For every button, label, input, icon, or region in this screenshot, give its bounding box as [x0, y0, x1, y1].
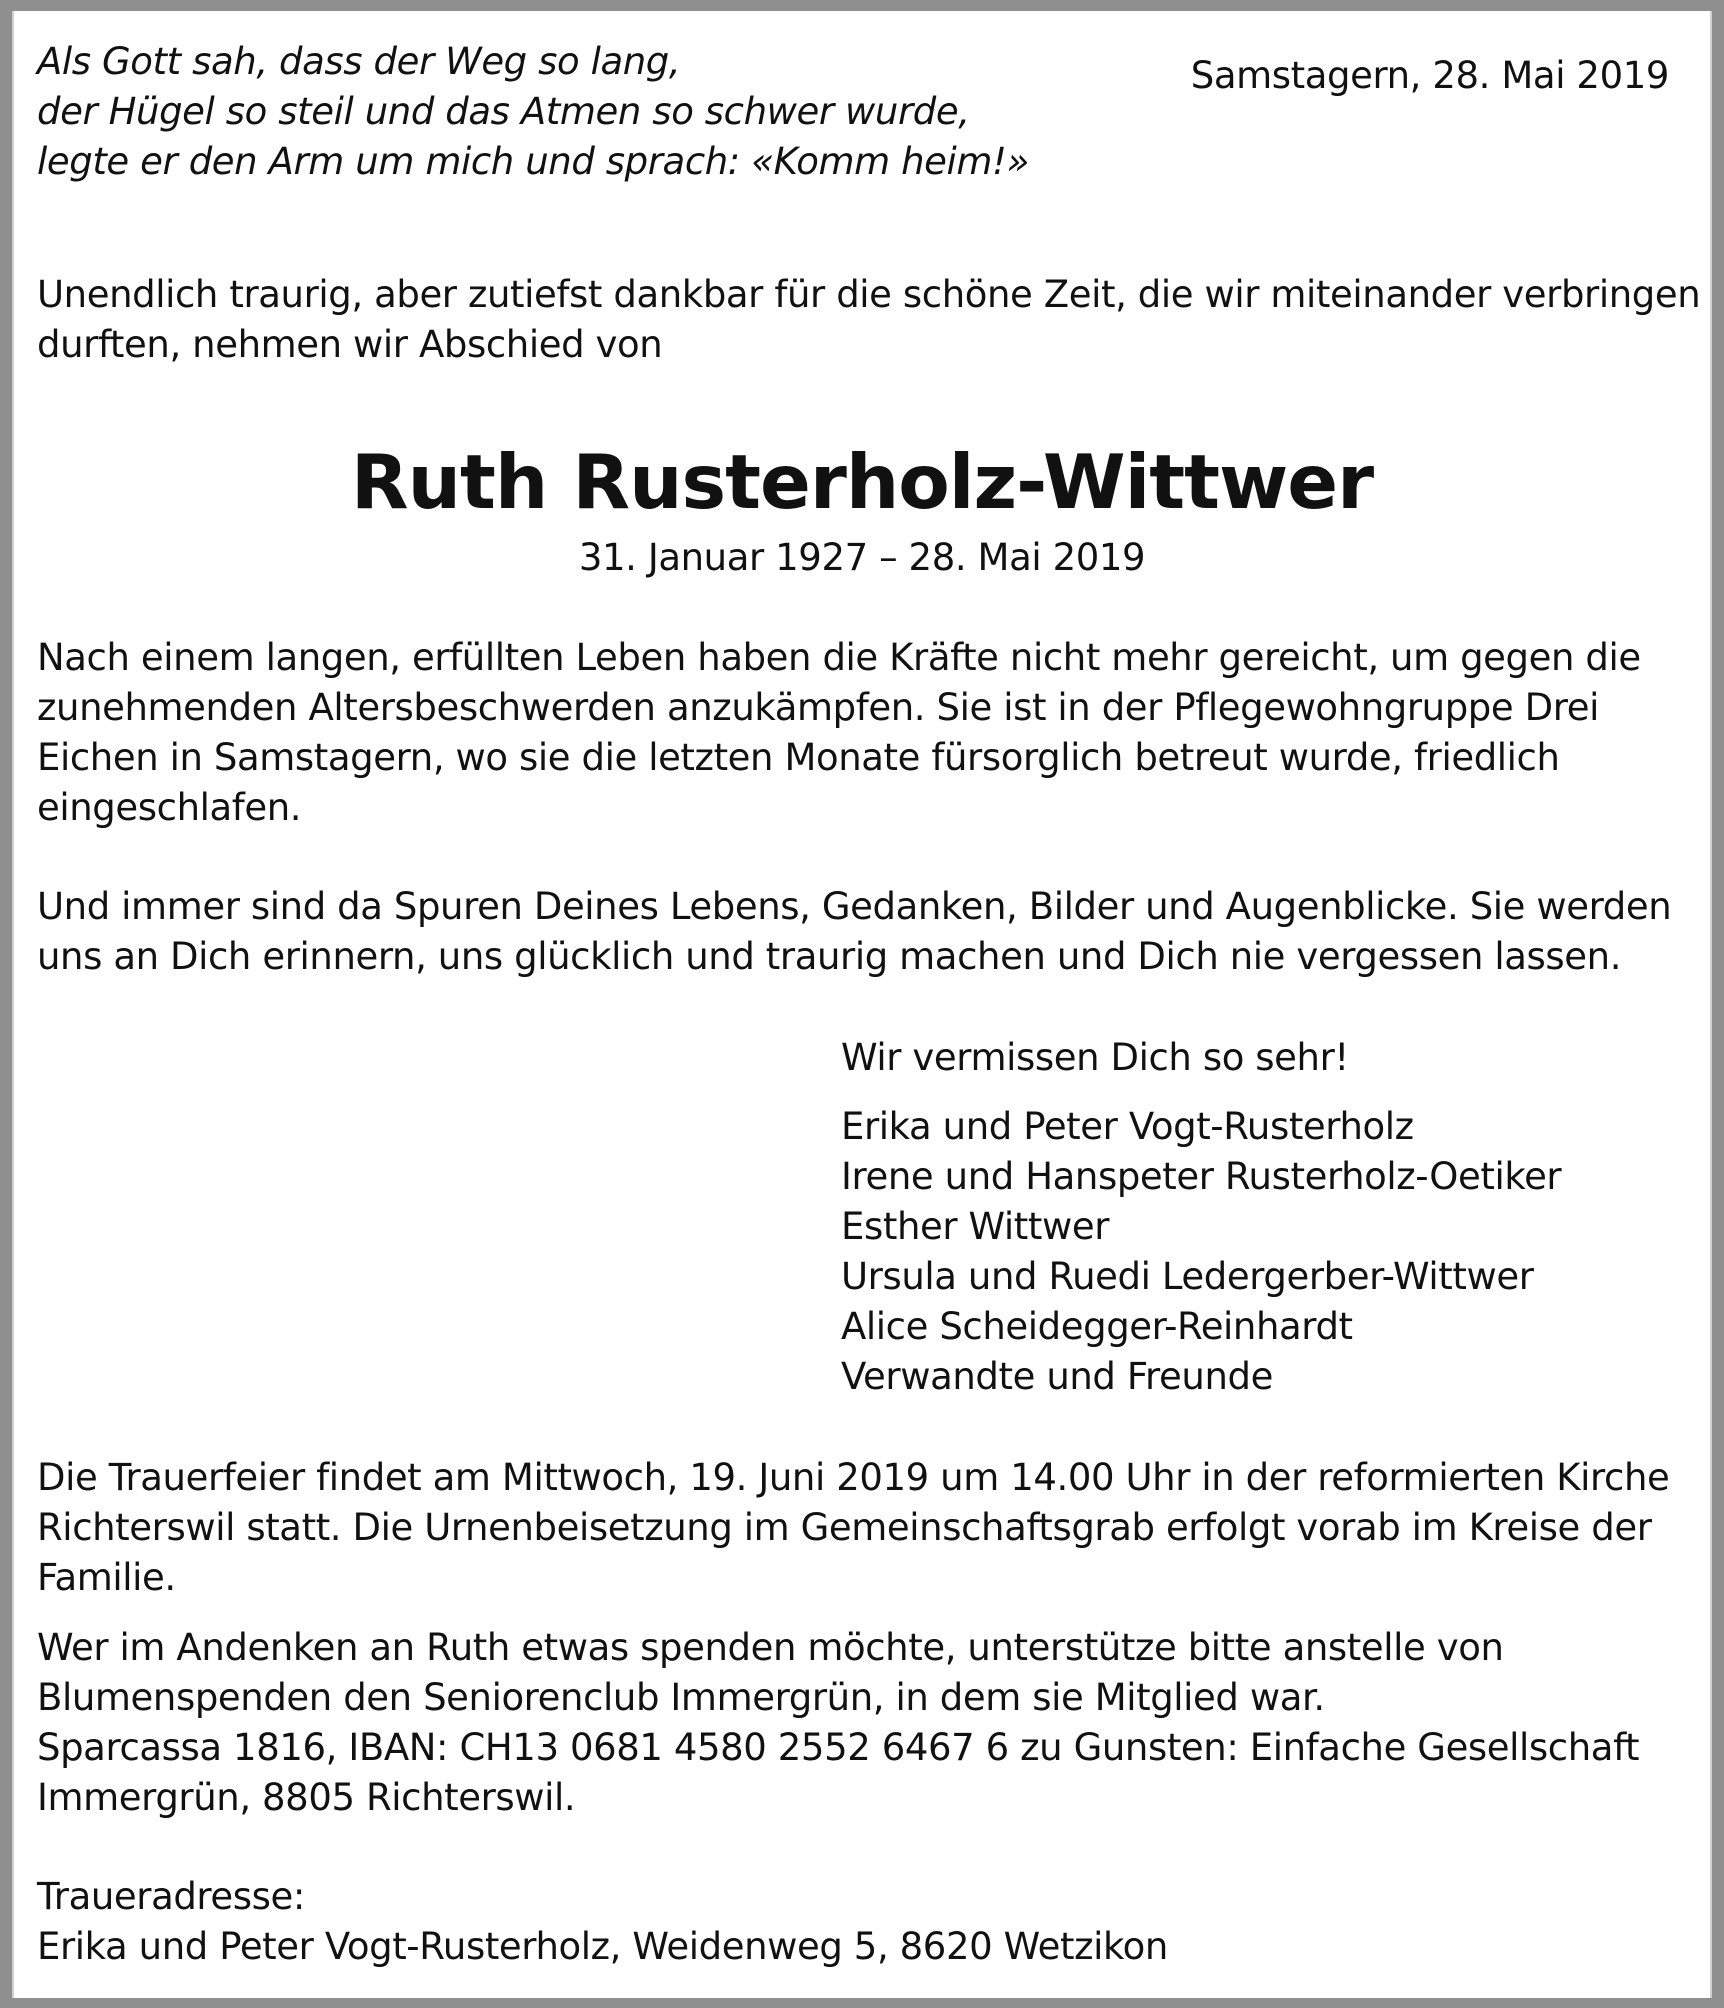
ceremony-line-2: Richterswil statt. Die Urnenbeisetzung im Gemeinschaftsgrab erfolgt vorab im Kreise der — [37, 1506, 1652, 1549]
farewell-line: Wir vermissen Dich so sehr! — [841, 1036, 1349, 1079]
intro-line-1: Unendlich traurig, aber zutiefst dankbar für die schöne Zeit, die wir miteinander verbringen — [37, 273, 1701, 316]
paragraph-life-line-1: Nach einem langen, erfüllten Leben haben die Kräfte nicht mehr gereicht, um gegen die — [37, 636, 1641, 679]
address-label: Traueradresse: — [37, 1875, 305, 1918]
mourner-6: Verwandte und Freunde — [841, 1355, 1273, 1398]
paragraph-life-line-3: Eichen in Samstagern, wo sie die letzten Monate fürsorglich betreut wurde, friedlich — [37, 736, 1560, 779]
intro-line-2: durften, nehmen wir Abschied von — [37, 323, 663, 366]
mourner-4: Ursula und Ruedi Ledergerber-Wittwer — [841, 1255, 1534, 1298]
paragraph-memory-line-2: uns an Dich erinnern, uns glücklich und traurig machen und Dich nie vergessen lassen. — [37, 935, 1622, 978]
paragraph-memory-line-1: Und immer sind da Spuren Deines Lebens, Gedanken, Bilder und Augenblicke. Sie werden — [37, 885, 1672, 928]
verse-line-2: der Hügel so steil und das Atmen so schwer wurde, — [37, 90, 970, 133]
address-line: Erika und Peter Vogt-Rusterholz, Weidenweg 5, 8620 Wetzikon — [37, 1925, 1168, 1968]
mourners-list — [841, 1102, 1561, 1402]
ceremony-line-3: Familie. — [37, 1556, 176, 1599]
mourner-5: Alice Scheidegger-Reinhardt — [841, 1305, 1353, 1348]
verse-line-3: legte er den Arm um mich und sprach: «Komm heim!» — [37, 140, 1029, 183]
life-dates: 31. Januar 1927 – 28. Mai 2019 — [578, 536, 1146, 579]
donation-line-4: Immergrün, 8805 Richterswil. — [37, 1776, 576, 1819]
paragraph-life-line-2: zunehmenden Altersbeschwerden anzukämpfen. Sie ist in der Pflegewohngruppe Drei — [37, 686, 1599, 729]
mourner-2: Irene und Hanspeter Rusterholz-Oetiker — [841, 1155, 1562, 1198]
deceased-name: Ruth Rusterholz-Wittwer — [350, 438, 1374, 526]
ceremony-line-1: Die Trauerfeier findet am Mittwoch, 19. Juni 2019 um 14.00 Uhr in der reformierten Kirche — [37, 1456, 1670, 1499]
verse-line-1: Als Gott sah, dass der Weg so lang, — [37, 40, 681, 83]
mourner-1: Erika und Peter Vogt-Rusterholz — [841, 1105, 1414, 1148]
place-date: Samstagern, 28. Mai 2019 — [1190, 54, 1669, 97]
mourner-3: Esther Wittwer — [841, 1205, 1110, 1248]
donation-line-2: Blumenspenden den Seniorenclub Immergrün, in dem sie Mitglied war. — [37, 1676, 1325, 1719]
donation-line-1: Wer im Andenken an Ruth etwas spenden möchte, unterstütze bitte anstelle von — [37, 1626, 1504, 1669]
paragraph-life-line-4: eingeschlafen. — [37, 786, 302, 829]
donation-line-3: Sparcassa 1816, IBAN: CH13 0681 4580 2552 6467 6 zu Gunsten: Einfache Gesellschaft — [37, 1726, 1640, 1769]
